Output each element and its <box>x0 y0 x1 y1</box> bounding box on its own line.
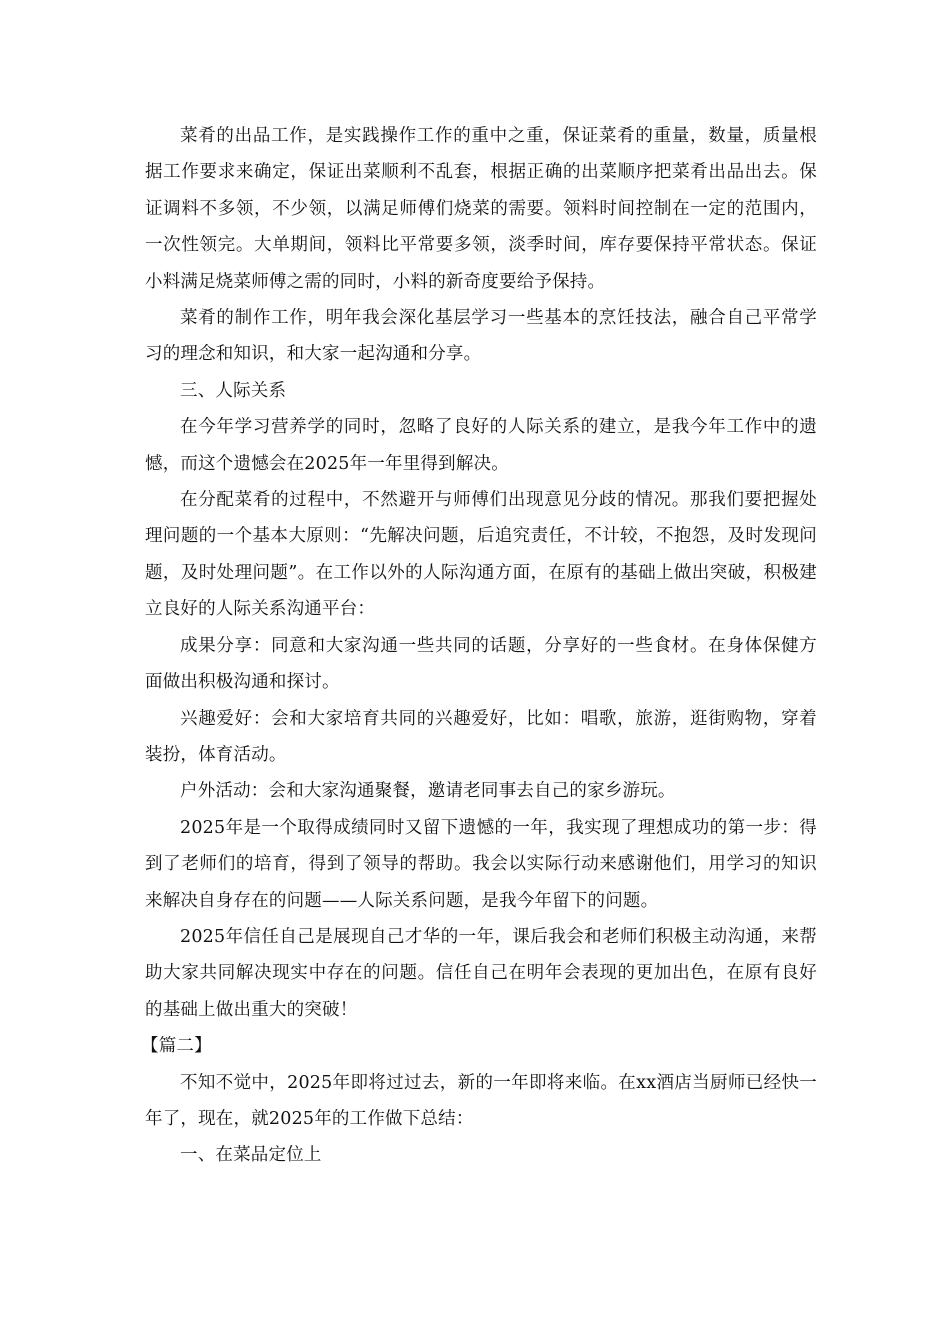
document-page <box>141 118 817 1174</box>
section-heading-dish-positioning: 一、在菜品定位上 <box>180 1145 322 1166</box>
paragraph-dish-distribution: 在分配菜肴的过程中，不然避开与师傅们出现意见分歧的情况。那我们要把握处理问题的一个基本大原则：“先解决问题，后追究责任，不计较，不抱怨，及时发现问题，及时处理问题”。在工作以外的人际沟通方面，在原有的基础上做出突破，积极建立良好的人际关系沟通平台： <box>145 490 817 620</box>
section-mark-part-two: 【篇二】 <box>141 1036 212 1057</box>
paragraph-dish-making: 菜肴的制作工作，明年我会深化基层学习一些基本的烹饪技法，融合自己平常学习的理念和知识，和大家一起沟通和分享。 <box>145 308 817 365</box>
paragraph-outdoor-activities: 户外活动：会和大家沟通聚餐，邀请老同事去自己的家乡游玩。 <box>180 781 676 802</box>
paragraph-nutrition-regret: 在今年学习营养学的同时，忽略了良好的人际关系的建立，是我今年工作中的遗憾，而这个遗憾会在2025年一年里得到解决。 <box>145 417 817 474</box>
paragraph-achievement-sharing: 成果分享：同意和大家沟通一些共同的话题，分享好的一些食材。在身体保健方面做出积极沟通和探讨。 <box>145 635 817 693</box>
section-heading-interpersonal: 三、人际关系 <box>180 380 287 401</box>
paragraph-dish-output: 菜肴的出品工作，是实践操作工作的重中之重，保证菜肴的重量，数量，质量根据工作要求来确定，保证出菜顺利不乱套，根据正确的出菜顺序把菜肴出品出去。保证调料不多领，不少领，以满足师傅们烧菜的需要。领料时间控制在一定的范围内，一次性领完。大单期间，领料比平常要多领，淡季时间，库存要保持平常状态。保证小料满足烧菜师傅之需的同时，小料的新奇度要给予保持。 <box>145 126 817 292</box>
paragraph-year-review: 2025年是一个取得成绩同时又留下遗憾的一年，我实现了理想成功的第一步：得到了老师们的培育，得到了领导的帮助。我会以实际行动来感谢他们，用学习的知识来解决自身存在的问题——人际关系问题，是我今年留下的问题。 <box>145 817 817 911</box>
paragraph-part-two-intro: 不知不觉中，2025年即将过过去，新的一年即将来临。在xx酒店当厨师已经快一年了，现在，就2025年的工作做下总结： <box>145 1072 817 1129</box>
paragraph-hobbies: 兴趣爱好：会和大家培育共同的兴趣爱好，比如：唱歌，旅游，逛街购物，穿着装扮，体育活动。 <box>145 708 817 765</box>
paragraph-self-trust: 2025年信任自己是展现自己才华的一年，课后我会和老师们积极主动沟通，来帮助大家共同解决现实中存在的问题。信任自己在明年会表现的更加出色，在原有良好的基础上做出重大的突破！ <box>145 926 817 1020</box>
